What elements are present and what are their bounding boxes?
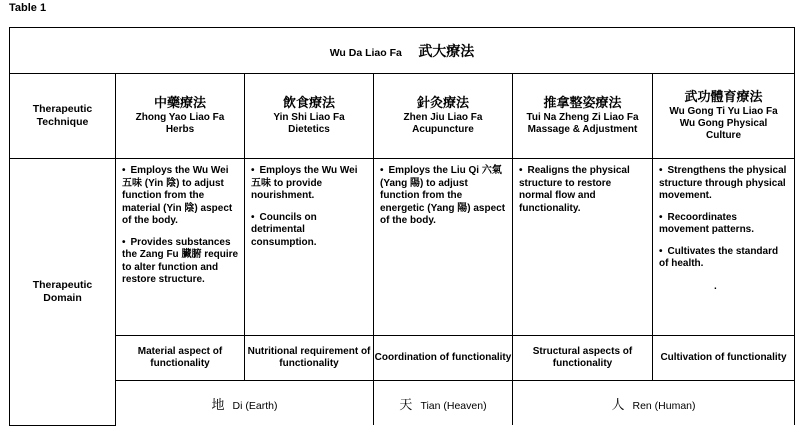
summary-dietetics: Nutritional requirement of functionality: [245, 336, 374, 381]
realm-human: 人 Ren (Human): [513, 381, 795, 426]
list-item: • Provides substances the Zang Fu 臟腑 require to alter function and restore structure.: [122, 236, 239, 285]
technique-massage: 推拿整姿療法 Tui Na Zheng Zi Liao Fa Massage & Adjustment: [513, 74, 653, 159]
trailing-mark: .: [714, 280, 717, 292]
technique-dietetics: 飲食療法 Yin Shi Liao Fa Dietetics: [245, 74, 374, 159]
realm-earth: 地 Di (Earth): [116, 381, 374, 426]
technique-wu-gong: 武功體育療法 Wu Gong Ti Yu Liao Fa Wu Gong Physical Culture: [653, 74, 795, 159]
list-item: • Strengthens the physical structure through physical movement.: [659, 165, 787, 201]
summary-massage: Structural aspects of functionality: [513, 336, 653, 381]
row-label-technique: Therapeutic Technique: [10, 74, 116, 159]
domain-massage: [513, 159, 653, 336]
domain-dietetics: [245, 159, 374, 336]
therapy-table: [9, 27, 795, 426]
list-item: • Realigns the physical structure to restore normal flow and functionality.: [519, 165, 630, 214]
list-item: • Employs the Wu Wei 五味 to provide nourishment.: [251, 165, 358, 201]
technique-herbs: 中藥療法 Zhong Yao Liao Fa Herbs: [116, 74, 245, 159]
list-item: • Recoordinates movement patterns.: [659, 211, 755, 235]
list-item: • Councils on detrimental consumption.: [251, 211, 317, 248]
list-item: • Employs the Wu Wei 五味 (Yin 陰) to adjust function from the material (Yin 陰) aspect of the body.: [122, 165, 233, 226]
summary-wu-gong: Cultivation of functionality: [653, 336, 795, 381]
domain-acupuncture: [374, 159, 513, 336]
technique-acupuncture: 針灸療法 Zhen Jiu Liao Fa Acupuncture: [374, 74, 513, 159]
title-chinese: 武大療法: [418, 43, 475, 60]
summary-herbs: Material aspect of functionality: [116, 336, 245, 381]
list-item: • Cultivates the standard of health.: [659, 245, 779, 269]
table-label: Table 1: [9, 2, 47, 14]
summary-acupuncture: Coordination of functionality: [374, 336, 513, 381]
title-english: Wu Da Liao Fa: [329, 46, 402, 59]
domain-wu-gong: [653, 159, 795, 336]
list-item: • Employs the Liu Qi 六氣 (Yang 陽) to adjust function from the energetic (Yang 陽) aspect of the body.: [380, 165, 506, 226]
table-title: [10, 28, 795, 74]
domain-herbs: [116, 159, 245, 336]
realm-heaven: 天 Tian (Heaven): [374, 381, 513, 426]
row-label-domain: Therapeutic Domain: [10, 159, 116, 426]
